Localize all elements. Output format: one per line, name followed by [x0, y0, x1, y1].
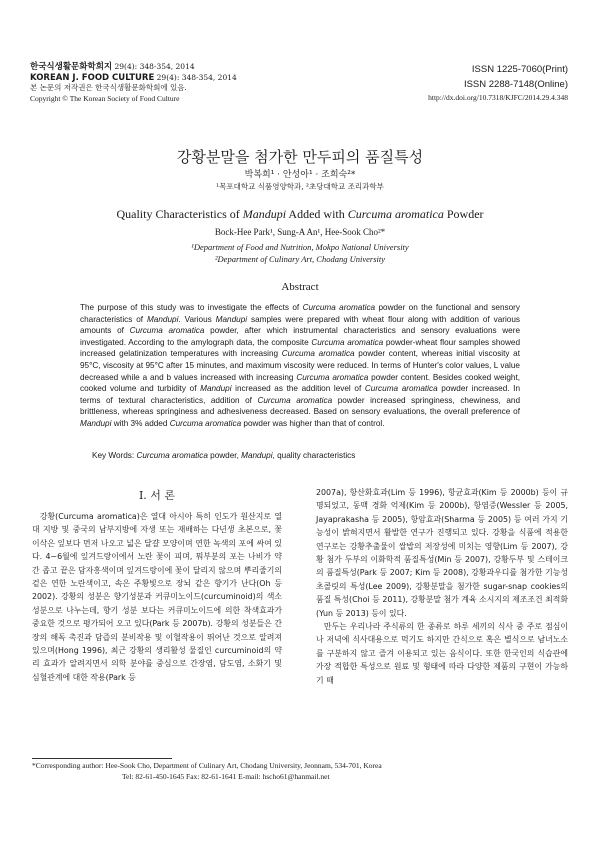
authors-korean: 박복희¹ · 안성아¹ · 조희숙²* — [244, 170, 356, 180]
title-english: Quality Characteristics of Mandupi Added with Curcuma aromatica Powder — [116, 207, 484, 221]
journal-name-korean: 한국식생활문화학회지 — [30, 62, 113, 72]
issn-online: ISSN 2288-7148(Online) — [463, 79, 568, 90]
copyright-korean: 본 논문의 저작권은 한국식생활문화학회에 있음. — [30, 83, 187, 92]
body-right-column — [316, 486, 568, 687]
affiliation-english: ¹Department of Food and Nutrition, Mokpo National University ²Department of Culinary Art, Chodang University — [191, 242, 409, 264]
body-left-column — [32, 510, 282, 684]
section-heading-introduction: I. 서 론 — [138, 489, 176, 502]
abstract-body: The purpose of this study was to investigate the effects of Curcuma aromatica powder on the functional and sensory characteristics of Mandupi. Various Mandupi samples were prepared with wheat flour along with addition of various amounts of Curcuma aromatica powder, after which instrumental characteristics and sensory evaluations were investigated. According to the amylograph data, the composite Curcuma aromatica powder-wheat flour samples showed increased gelatinization temperatures with increasing Curcuma aromatica powder content, whereas initial viscosity at 95°C, viscosity at 95°C after 15 minutes, and maximum viscosity were reduced. In terms of Hunter's color values, L value decreased while a and b values increased with increasing Curcuma aromatica powder content. Besides cooked weight, cooked volume and turbidity of Mandupi increased as the addition level of Curcuma aromatica powder increased. In terms of textural characteristics, addition of Curcuma aromatica powder increased springiness, chewiness, and brittleness, whereas springiness and adhesiveness decreased. Based on sensory evaluations, the overall preference of Mandupi with 3% added Curcuma aromatica powder was higher than that of control. — [80, 303, 521, 428]
affiliation-korean: ¹목포대학교 식품영양학과, ²초당대학교 조리과학부 — [216, 182, 384, 191]
title-korean: 강황분말을 첨가한 만두피의 품질특성 — [176, 148, 424, 166]
paragraph: 만두는 우리나라 주식류의 한 종류로 하루 세끼의 식사 중 주로 점심이나 저녁에 식사대용으로 먹기도 하지만 간식으로 혹은 별식으로 남녀노소를 구분하지 않고 즐겨 이용되고 있는 음식이다. 또한 한국인의 식습관에 가장 적합한 특성으로 원료 및 형태에 따라 다양한 제품의 구현이 가능하기 때 — [316, 622, 568, 685]
copyright-english: Copyright © The Korean Society of Food Culture — [30, 93, 180, 103]
keywords: Key Words: Curcuma aromatica powder, Mandupi, quality characteristics — [92, 451, 356, 460]
header-right — [428, 62, 568, 104]
issn-print: ISSN 1225-7060(Print) — [471, 64, 568, 75]
corresponding-author-footnote: *Corresponding author: Hee-Sook Cho, Department of Culinary Art, Chodang University, Jeonnam, 534-701, Korea Tel: 82-61-450-1645 Fax: 82-61-1641 E-mail: hscho61@hanmail.net — [32, 761, 382, 781]
authors-english: Bock-Hee Park¹, Sung-A An¹, Hee-Sook Cho²* — [214, 227, 386, 237]
paragraph: 2007a), 항산화효과(Lim 등 1996), 항균효과(Kim 등 2000b) 등이 규명되었고, 동맥 경화 억제(Kim 등 2000b), 항염증(Wessler 등 2005, Jayaprakasha 등 2005), 항암효과(Sharma 등 2005) 등 여러 가지 기능성이 밝혀지면서 활발한 연구가 진행되고 있다. 강황을 식품에 적용한 연구로는 강황추출물이 쌀밥의 저장성에 미치는 영향(Lim 등 2007), 강황 첨가 두부의 이화학적 품질특성(Min 등 2007), 강황두부 및 스테이크의 품질특성(Park 등 2007; Kim 등 2008), 강황과우디를 첨가한 기능성 초콜릿의 특성(Lee 2009), 강황분말을 첨가한 sugar-snap cookies의 품질 특성(Choi 등 2011), 강황분말 첨가 계육 소시지의 제조조건 최적화(Yun 등 2013) 등이 있다. — [316, 488, 568, 618]
abstract-heading: Abstract — [281, 281, 319, 293]
doi-link[interactable]: http://dx.doi.org/10.7318/KJFC/2014.29.4.348 — [428, 93, 568, 102]
paragraph: 강황(Curcuma aromatica)은 열대 아시아 특히 인도가 원산지로 열대 지방 및 중국의 남부지방에 자생 또는 재배하는 다년생 초본으로, 꽃 이삭은 잎보다 먼저 나오고 넓은 달걀 모양이며 연한 녹색의 포에 싸여 있다. 4~6월에 잎겨드랑이에서 노란 꽃이 피며, 뭐부분의 포는 나비가 약간 좁고 끝은 담자흥색이며 잎겨드랑이에 꽃이 달리지 않으며 뿌리줄기의 겉은 연한 노란색이고, 속은 주황빛으로 장뇌 같은 향기가 난다(Oh 등 2002). 강황의 성분은 향기성분과 커큐미노이드(curcuminoid)의 색소성분으로 나누는데, 향기 성분 보다는 커큐미노이드에 의한 착색효과가 중요한 것으로 평가되어 오고 있다(Park 등 2007b). 강황의 성분들은 간장의 해독 촉진과 담즙의 분비작용 및 이혈작용이 뛰어난 것으로 알려져 있으며(Hong 1996), 최근 강황의 생리활성 물질인 curcuminoid의 약리 효과가 알려지면서 의학 분야를 중심으로 간장염, 담도염, 소화기 및 심혈관계에 대한 작용(Park 등 — [32, 512, 282, 682]
journal-citation-english: 29(4): 348-354, 2014 — [156, 72, 237, 82]
journal-name-english: KOREAN J. FOOD CULTURE — [30, 72, 155, 83]
journal-citation-korean: 29(4): 348-354, 2014 — [114, 62, 195, 71]
header-left — [30, 62, 237, 104]
footnote-divider — [32, 758, 172, 759]
